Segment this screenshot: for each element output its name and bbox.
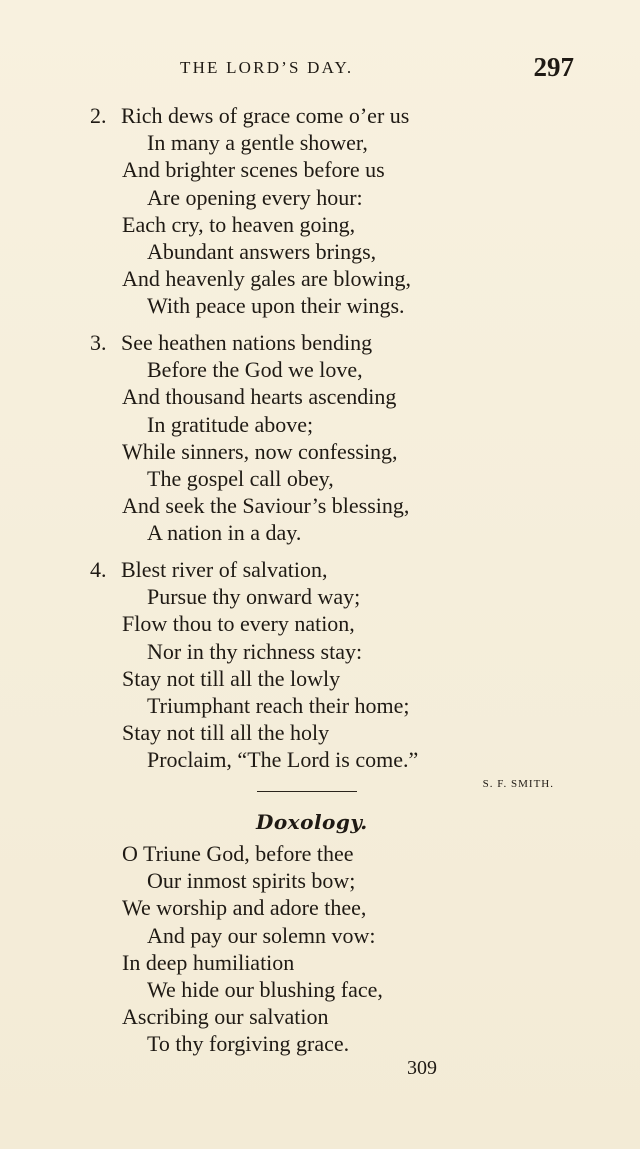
stanza-line: In many a gentle shower, <box>147 130 368 156</box>
stanza-number: 2. <box>90 103 107 128</box>
stanza-number: 4. <box>90 557 107 582</box>
stanza-line: And seek the Saviour’s blessing, <box>122 493 410 519</box>
stanza-line: Proclaim, “The Lord is come.” <box>147 747 419 773</box>
doxology-line: And pay our solemn vow: <box>147 922 376 948</box>
stanza-line: With peace upon their wings. <box>147 293 405 319</box>
stanza-3 <box>90 329 560 547</box>
stanza-2 <box>90 102 560 320</box>
line-text: See heathen nations bending <box>121 330 373 355</box>
stanza-line: Flow thou to every nation, <box>122 611 355 637</box>
doxology-line: Ascribing our salvation <box>122 1004 329 1030</box>
stanza-line: Triumphant reach their home; <box>147 692 410 718</box>
stanza-4 <box>90 556 560 774</box>
stanza-line: A nation in a day. <box>147 520 302 546</box>
stanza-line: And brighter scenes before us <box>122 157 385 183</box>
doxology-line: Our inmost spirits bow; <box>147 868 356 894</box>
stanza-line: Stay not till all the lowly <box>122 665 341 691</box>
stanza-line: Stay not till all the holy <box>122 720 330 746</box>
stanza-line: In gratitude above; <box>147 411 314 437</box>
stanza-line: Abundant answers brings, <box>147 238 377 264</box>
stanza-line <box>90 329 560 356</box>
stanza-line: Before the God we love, <box>147 357 363 383</box>
doxology-line: In deep humiliation <box>122 949 295 975</box>
author-attribution: S. F. SMITH. <box>482 778 554 790</box>
doxology-line: To thy forgiving grace. <box>147 1031 350 1057</box>
line-text: Rich dews of grace come o’er us <box>121 103 410 128</box>
stanza-line: And heavenly gales are blowing, <box>122 266 411 292</box>
section-divider <box>257 791 357 792</box>
doxology-line: We worship and adore thee, <box>122 895 367 921</box>
stanza-line: And thousand hearts ascending <box>122 384 397 410</box>
stanza-line: The gospel call obey, <box>147 465 334 491</box>
page-number: 297 <box>533 52 574 82</box>
stanza-line <box>90 556 560 583</box>
doxology-title: Doxology. <box>256 810 368 834</box>
running-title: THE LORD’S DAY. <box>180 58 354 77</box>
stanza-line: Pursue thy onward way; <box>147 584 361 610</box>
stanza-line: Each cry, to heaven going, <box>122 211 356 237</box>
stanza-line: While sinners, now confessing, <box>122 438 398 464</box>
doxology-stanza <box>122 840 522 1058</box>
doxology-line: O Triune God, before thee <box>122 841 354 866</box>
stanza-line: Are opening every hour: <box>147 184 363 210</box>
stanza-line: Nor in thy richness stay: <box>147 638 363 664</box>
stanza-line <box>90 102 560 129</box>
stanza-number: 3. <box>90 330 107 355</box>
footer-number: 309 <box>407 1057 437 1079</box>
doxology-line: We hide our blushing face, <box>147 976 383 1002</box>
line-text: Blest river of salvation, <box>121 557 328 582</box>
